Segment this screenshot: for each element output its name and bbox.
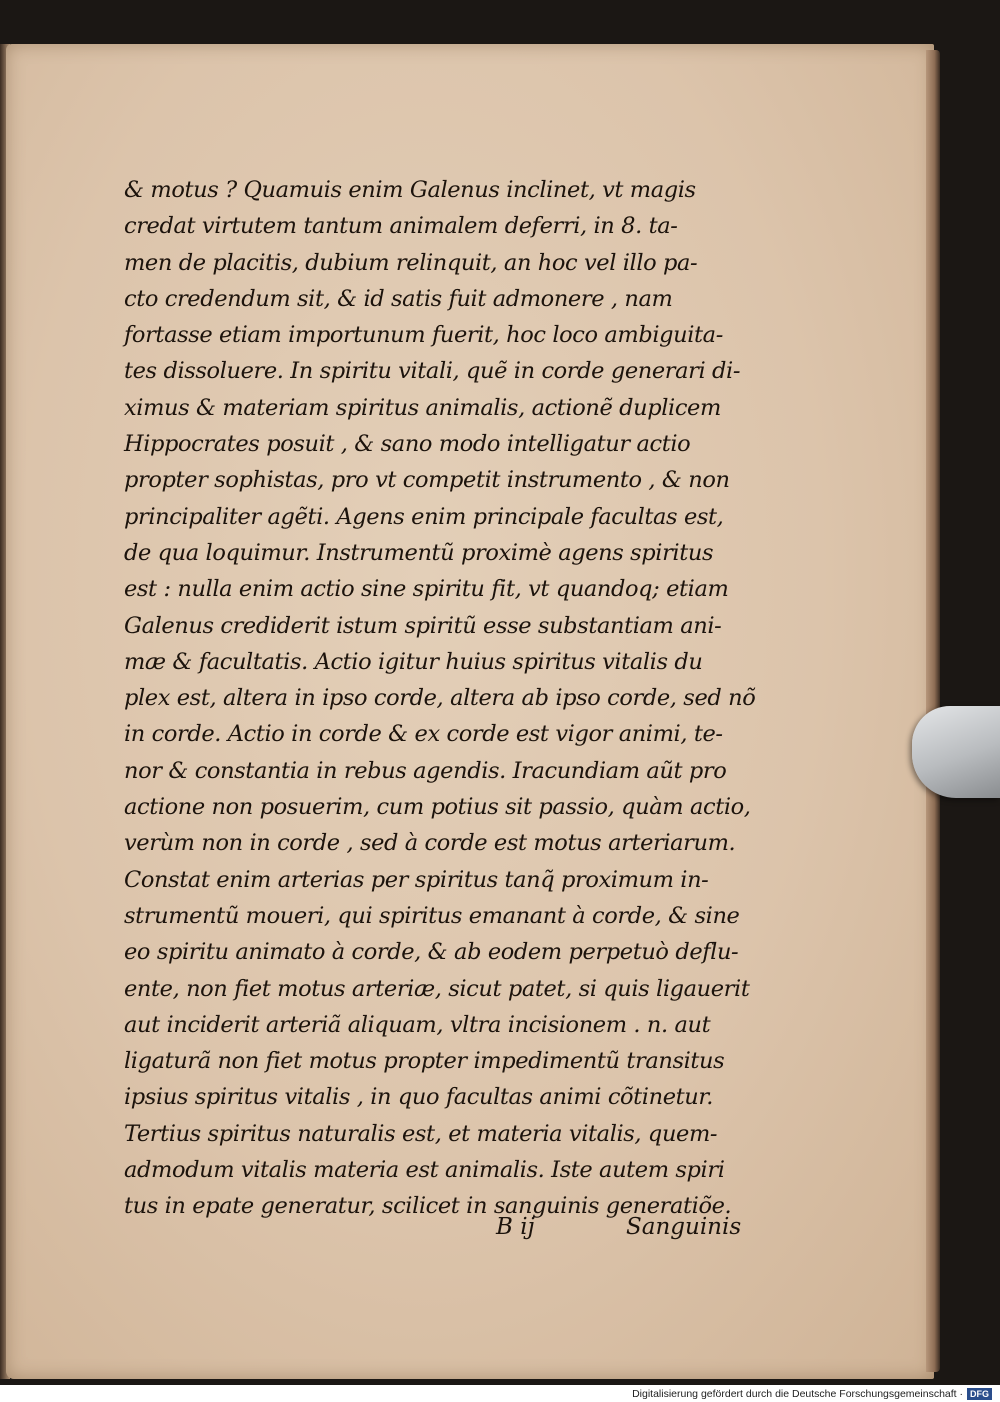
text-line: mæ & facultatis. Actio igitur huius spiritus vitalis du xyxy=(124,648,703,675)
dfg-logo: DFG xyxy=(967,1388,992,1400)
text-line: admodum vitalis materia est animalis. Iste autem spiri xyxy=(124,1157,725,1184)
text-line: & motus ? Quamuis enim Galenus inclinet, vt magis xyxy=(124,177,696,203)
footer-text: Digitalisierung gefördert durch die Deutsche Forschungsgemeinschaft · xyxy=(632,1388,963,1400)
text-line: credat virtutem tantum animalem deferri, in 8. ta- xyxy=(124,213,678,240)
text-line: strumentũ moueri, qui spiritus emanant à corde, & sine xyxy=(124,902,740,929)
text-line: men de placitis, dubium relinquit, an hoc vel illo pa- xyxy=(124,249,698,276)
text-line: plex est, altera in ipso corde, altera ab ipso corde, sed nõ xyxy=(124,685,756,712)
text-line: principaliter agẽti. Agens enim principale facultas est, xyxy=(124,503,724,530)
text-line: ximus & materiam spiritus animalis, actionẽ duplicem xyxy=(124,394,721,421)
text-line: verùm non in corde , sed à corde est motus arteriarum. xyxy=(124,830,736,857)
text-line: de qua loquimur. Instrumentũ proximè agens spiritus xyxy=(124,539,714,566)
text-line: fortasse etiam importunum fuerit, hoc loco ambiguita- xyxy=(124,322,723,349)
text-line: eo spiritu animato à corde, & ab eodem perpetuò deflu- xyxy=(124,939,739,966)
catchword: Sanguinis xyxy=(626,1214,742,1240)
book-page xyxy=(6,44,934,1379)
text-line: ligaturã non fiet motus propter impedimentũ transitus xyxy=(124,1048,725,1075)
footer-credit xyxy=(632,1386,992,1402)
text-line: cto credendum sit, & id satis fuit admonere , nam xyxy=(124,285,673,312)
text-line: actione non posuerim, cum potius sit passio, quàm actio, xyxy=(124,794,751,821)
text-line: tes dissoluere. In spiritu vitali, quẽ in corde generari di- xyxy=(124,358,741,385)
signature-mark: B ij xyxy=(496,1214,535,1240)
text-line: Constat enim arterias per spiritus tanq̃ proximum in- xyxy=(124,866,709,893)
text-line: ipsius spiritus vitalis , in quo facultas animi cõtinetur. xyxy=(124,1084,713,1111)
text-line: Tertius spiritus naturalis est, et materia vitalis, quem- xyxy=(124,1120,718,1147)
text-block xyxy=(124,172,754,1225)
page-clip xyxy=(912,706,1000,798)
text-line: Galenus crediderit istum spiritũ esse substantiam ani- xyxy=(124,612,722,639)
text-line: Hippocrates posuit , & sano modo intelligatur actio xyxy=(124,431,691,458)
text-line: propter sophistas, pro vt competit instrumento , & non xyxy=(124,467,730,494)
text-line: tus in epate generatur, scilicet in sanguinis generatiõe. xyxy=(124,1193,732,1220)
text-line: nor & constantia in rebus agendis. Iracundiam aũt pro xyxy=(124,757,727,784)
text-line: ente, non fiet motus arteriæ, sicut patet, si quis ligauerit xyxy=(124,975,750,1002)
text-line: aut inciderit arteriã aliquam, vltra incisionem . n. aut xyxy=(124,1011,711,1038)
text-line: in corde. Actio in corde & ex corde est vigor animi, te- xyxy=(124,721,723,748)
text-line: est : nulla enim actio sine spiritu fit, vt quandoq; etiam xyxy=(124,576,729,603)
